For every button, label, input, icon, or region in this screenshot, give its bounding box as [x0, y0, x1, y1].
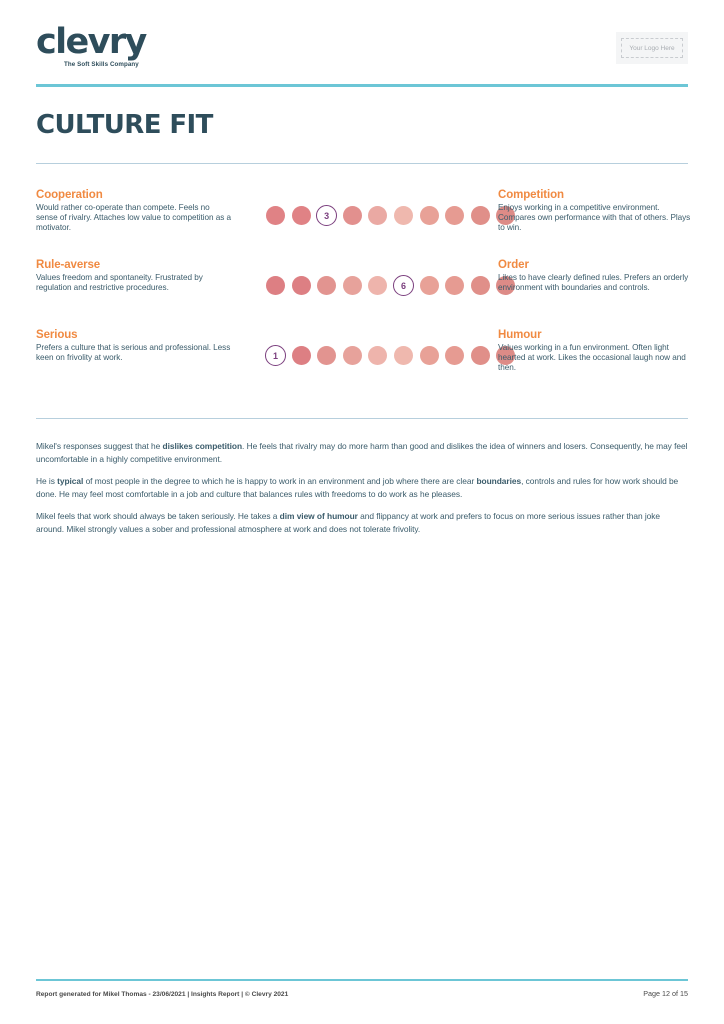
trait-right-pole: [498, 328, 698, 374]
page-title: CULTURE FIT: [36, 110, 213, 140]
page-header: [36, 24, 688, 82]
trait-right-description: Values working in a fun environment. Often light hearted at work. Likes the occasional laugh now and then.: [498, 343, 686, 373]
scale-dot: [266, 276, 285, 295]
narrative-emphasis: dislikes competition: [162, 441, 243, 451]
trait-row: [36, 188, 691, 258]
trait-score-scale: [266, 206, 518, 230]
narrative-emphasis: boundaries: [476, 476, 522, 487]
scale-dot: [394, 206, 413, 225]
trait-right-pole: [498, 258, 698, 293]
trait-right-description: Likes to have clearly defined rules. Prefers an orderly environment with boundaries and controls.: [498, 273, 689, 293]
trait-left-name: Rule-averse: [36, 259, 101, 271]
clevry-logo: [36, 24, 146, 68]
trait-right-description: Enjoys working in a competitive environment. Compares own performance with that of others. Plays to win.: [498, 203, 691, 233]
scale-dot: [368, 206, 387, 225]
scale-dot: [445, 206, 464, 225]
scale-dot: [471, 346, 490, 365]
narrative-text: Mikel's responses suggest that he: [36, 441, 163, 451]
scale-dot: [343, 346, 362, 365]
client-logo-placeholder-label: Your Logo Here: [621, 38, 683, 58]
trait-row: [36, 258, 688, 328]
logo-wordmark: clevry: [36, 22, 146, 62]
page-footer: [36, 989, 688, 998]
narrative-text: He is: [36, 476, 58, 487]
trait-left-name: Serious: [36, 329, 78, 341]
trait-right-pole: [498, 188, 698, 234]
trait-right-name: Humour: [498, 329, 542, 341]
narrative-paragraph: [36, 510, 688, 535]
footer-page-number: Page 12 of 15: [643, 989, 688, 998]
scale-dot: [445, 276, 464, 295]
narrative-paragraph: [36, 475, 688, 500]
trait-score-scale: [266, 276, 518, 300]
trait-left-name: Cooperation: [36, 189, 103, 201]
narrative-section: [36, 440, 688, 546]
narrative-text: and flippancy at work and prefers to focus on more serious issues rather than joke around. Mikel strongly values a sober and professional atmosphere at work and does not tolerate frivolity.: [36, 511, 661, 534]
scale-dot: [343, 206, 362, 225]
logo-tagline: The Soft Skills Company: [64, 61, 139, 68]
scale-dot: [420, 206, 439, 225]
trait-score-marker: 6: [393, 275, 414, 296]
scale-dot: [317, 276, 336, 295]
scale-dot: [266, 206, 285, 225]
trait-score-marker: 1: [265, 345, 286, 366]
title-divider: [36, 163, 688, 164]
scale-dot: [420, 346, 439, 365]
footer-divider: [36, 979, 688, 981]
trait-score-scale: [266, 346, 518, 370]
traits-divider: [36, 418, 688, 419]
scale-dot: [292, 206, 311, 225]
trait-left-pole: [36, 328, 232, 363]
scale-dot: [368, 346, 387, 365]
scale-dot: [292, 346, 311, 365]
trait-left-pole: [36, 188, 232, 234]
scale-dot: [368, 276, 387, 295]
scale-dot: [420, 276, 439, 295]
trait-row: [36, 328, 688, 398]
scale-dot: [471, 276, 490, 295]
narrative-text: . He feels that rivalry may do more harm than good and dislikes the idea of winners and losers. Consequently, he may feel uncomfortable in a highly competitive environment.: [36, 441, 688, 464]
culture-fit-scale-chart: [36, 188, 691, 398]
trait-left-description: Would rather co-operate than compete. Feels no sense of rivalry. Attaches low value to competition as a motivator.: [36, 203, 232, 233]
trait-left-description: Prefers a culture that is serious and professional. Less keen on frivolity at work.: [36, 343, 231, 363]
trait-right-name: Competition: [498, 189, 564, 201]
narrative-text: of most people in the degree to which he is happy to work in an environment and job where there are clear: [83, 476, 477, 487]
narrative-text: Mikel feels that work should always be taken seriously. He takes a: [36, 511, 280, 522]
scale-dot: [471, 206, 490, 225]
trait-right-name: Order: [498, 259, 529, 271]
client-logo-placeholder: [616, 32, 688, 64]
scale-dot: [343, 276, 362, 295]
footer-report-info: Report generated for Mikel Thomas - 23/06/2021 | Insights Report | © Clevry 2021: [36, 991, 289, 998]
trait-left-pole: [36, 258, 232, 293]
trait-score-marker: 3: [316, 205, 337, 226]
scale-dot: [445, 346, 464, 365]
narrative-paragraph: [36, 440, 688, 465]
trait-left-description: Values freedom and spontaneity. Frustrated by regulation and restrictive procedures.: [36, 273, 203, 293]
scale-dot: [292, 276, 311, 295]
header-divider: [36, 84, 688, 87]
narrative-emphasis: typical: [57, 476, 84, 487]
narrative-text: , controls and rules for how work should be done. He may feel most comfortable in a job and culture that balances rules with freedoms to do work as he pleases.: [36, 476, 679, 499]
narrative-emphasis: dim view of humour: [279, 511, 358, 522]
scale-dot: [394, 346, 413, 365]
scale-dot: [317, 346, 336, 365]
